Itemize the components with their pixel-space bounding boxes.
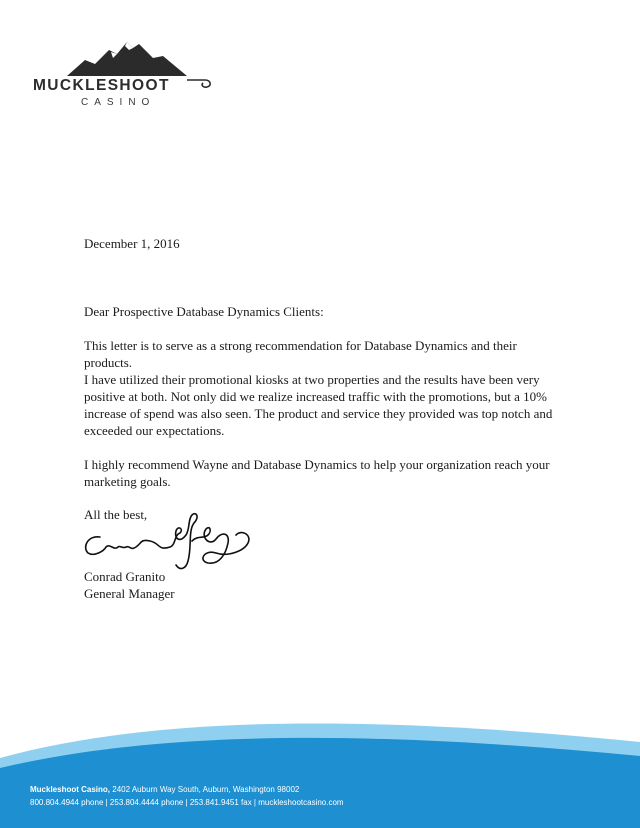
letter-date: December 1, 2016 bbox=[84, 236, 180, 251]
signer-title: General Manager bbox=[84, 586, 175, 601]
footer-contact-line: 800.804.4944 phone | 253.804.4444 phone | 253.841.9451 fax | muckleshootcasino.com bbox=[30, 798, 344, 807]
signer-name: Conrad Granito bbox=[84, 569, 166, 584]
logo-brand-name: MUCKLESHOOT bbox=[33, 77, 170, 94]
company-logo bbox=[33, 38, 223, 110]
footer-wave bbox=[0, 720, 640, 828]
logo-sub-name: CASINO bbox=[81, 97, 156, 108]
letter-paragraph: I have utilized their promotional kiosks at two properties and the results have been very positive at both. Not only did we realize increased traffic with the promotions, but a 10% increase of spend was also seen. The product and service they provided was top notch and exceeded our expectations. bbox=[84, 372, 553, 438]
letter-paragraph: I highly recommend Wayne and Database Dynamics to help your organization reach your marketing goals. bbox=[84, 457, 550, 489]
footer-address: 2402 Auburn Way South, Auburn, Washington 98002 bbox=[112, 785, 300, 794]
footer-company: Muckleshoot Casino, bbox=[30, 785, 111, 794]
letter-salutation: Dear Prospective Database Dynamics Clients: bbox=[84, 304, 324, 319]
letter-closing: All the best, bbox=[84, 507, 148, 522]
letter-paragraph: This letter is to serve as a strong recommendation for Database Dynamics and their products. bbox=[84, 338, 517, 370]
hook-icon bbox=[185, 72, 215, 90]
footer-address-line bbox=[30, 785, 299, 794]
mountain-icon bbox=[67, 38, 187, 76]
